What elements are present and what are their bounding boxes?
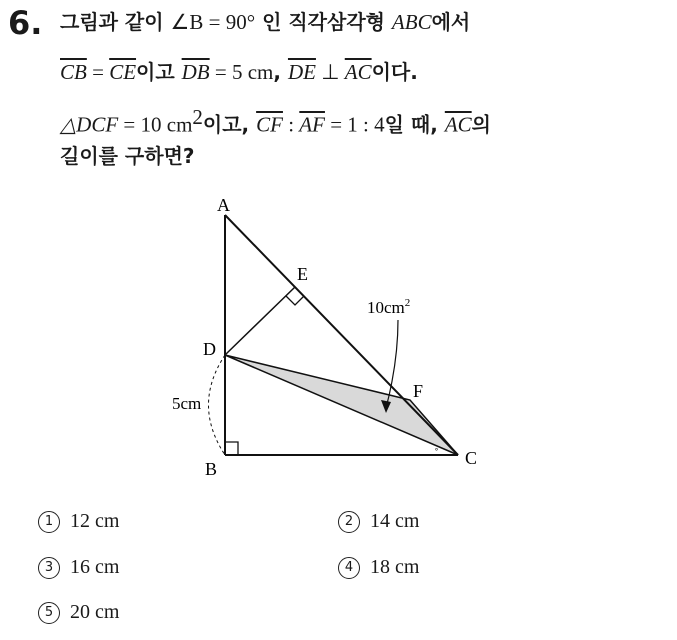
area-label-text: 10cm: [367, 298, 405, 317]
area-exponent: 2: [192, 105, 203, 129]
right-angle-mark-e: [286, 296, 304, 305]
choice-text: 16 cm: [70, 556, 120, 578]
db-length-label: 5cm: [172, 394, 202, 413]
choice-marker: 2: [338, 511, 360, 533]
text-segment: 이고,: [202, 112, 257, 137]
question-line-4: 길이를 구하면?: [60, 144, 195, 168]
segment-cf: $\overline{CF}$: [256, 112, 283, 137]
segment-ac-2: $\overline{AC}$: [444, 112, 472, 137]
area-label-exponent: 2: [404, 297, 411, 309]
segment-db: $\overline{DB}$: [181, 60, 210, 84]
vertex-label-b: B: [205, 459, 218, 479]
db-length-arc: [209, 355, 226, 455]
choice-marker: 1: [38, 511, 60, 533]
vertex-label-e: E: [297, 264, 308, 284]
equals-sign: =: [86, 60, 110, 84]
perpendicular-sign: ⊥: [315, 60, 345, 84]
side-ac: [225, 215, 458, 455]
triangle-dcf-shading: [225, 355, 458, 455]
choice-text: 14 cm: [370, 510, 420, 532]
area-label: [367, 297, 410, 317]
colon: :: [282, 112, 300, 137]
ratio-value: = 1 : 4: [324, 112, 385, 137]
text-segment: 이고: [136, 60, 182, 84]
choice-marker: 5: [38, 602, 60, 624]
choice-text: 18 cm: [370, 556, 420, 578]
text-segment: 그림과 같이: [60, 10, 171, 34]
vertex-label-f: F: [413, 381, 424, 401]
length-value: = 5 cm: [209, 60, 274, 84]
choice-1[interactable]: [38, 510, 119, 533]
choice-2[interactable]: [338, 510, 419, 533]
choice-marker: 4: [338, 557, 360, 579]
segment-ce: $\overline{CE}$: [109, 60, 137, 84]
text-segment: 인 직각삼각형: [255, 10, 392, 34]
vertex-label-c: C: [465, 448, 478, 468]
angle-mark-c: ∘: [434, 445, 440, 454]
choice-5[interactable]: [38, 601, 119, 624]
comma: ,: [273, 60, 288, 84]
question-number: 6.: [8, 4, 43, 42]
choice-marker: 3: [38, 557, 60, 579]
segment-de-line: [225, 287, 295, 355]
triangle-dcf: △DCF: [60, 112, 119, 137]
triangle-name: ABC: [391, 10, 432, 34]
text-segment: 이다.: [371, 60, 418, 84]
choice-text: 12 cm: [70, 510, 120, 532]
choice-3[interactable]: [38, 556, 119, 579]
angle-expression: ∠B = 90°: [170, 10, 256, 34]
area-value: = 10 cm: [118, 112, 193, 137]
vertex-label-d: D: [203, 339, 216, 359]
choice-4[interactable]: [338, 556, 419, 579]
segment-cb: $\overline{CB}$: [60, 60, 87, 84]
segment-af: $\overline{AF}$: [299, 112, 325, 137]
text-segment: 의: [471, 112, 491, 137]
text-segment: 일 때,: [384, 112, 445, 137]
right-angle-mark-b: [225, 442, 238, 455]
segment-de: $\overline{DE}$: [287, 60, 316, 84]
text-segment: 에서: [431, 10, 471, 34]
choice-text: 20 cm: [70, 601, 120, 623]
segment-ac: $\overline{AC}$: [344, 60, 372, 84]
vertex-label-a: A: [217, 195, 230, 215]
